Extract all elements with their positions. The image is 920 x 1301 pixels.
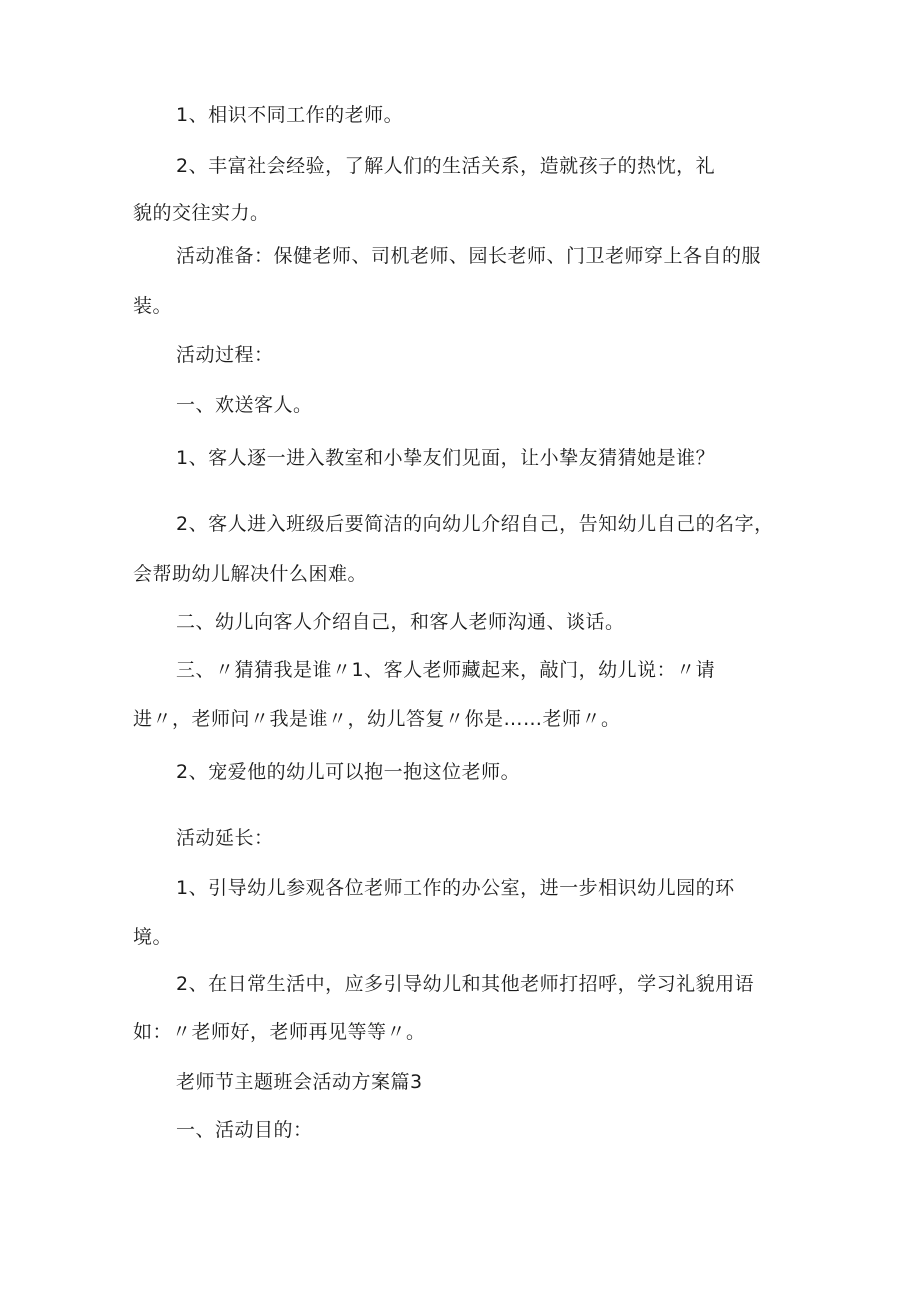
extension-item-2-line-2: 如：〃老师好，老师再见等等〃。 xyxy=(133,1021,426,1043)
activity-goal-heading: 一、活动目的： xyxy=(176,1119,313,1141)
process-item-2-line-2: 会帮助幼儿解决什么困难。 xyxy=(133,563,368,585)
section-three-line-1: 三、〃猜猜我是谁〃1、客人老师藏起来，敲门，幼儿说：〃请 xyxy=(176,659,716,681)
section-three-line-2: 进〃，老师问〃我是谁〃，幼儿答复〃你是……老师〃。 xyxy=(133,708,621,730)
extension-item-1-line-2: 境。 xyxy=(133,926,173,948)
extension-item-2-line-1: 2、在日常生活中，应多引导幼儿和其他老师打招呼，学习礼貌用语 xyxy=(176,973,755,995)
goal-item-2-line-2: 貌的交往实力。 xyxy=(133,202,270,224)
goal-item-1: 1、相识不同工作的老师。 xyxy=(176,104,404,126)
section-two-heading: 二、幼儿向客人介绍自己，和客人老师沟通、谈话。 xyxy=(176,611,625,633)
section-one-heading: 一、欢送客人。 xyxy=(176,394,313,416)
activity-extension-heading: 活动延长： xyxy=(176,827,274,849)
chapter-title: 老师节主题班会活动方案篇3 xyxy=(176,1071,423,1093)
process-item-1: 1、客人逐一进入教室和小挚友们见面，让小挚友猜猜她是谁？ xyxy=(176,447,716,469)
process-item-2-line-1: 2、客人进入班级后要简洁的向幼儿介绍自己，告知幼儿自己的名字， xyxy=(176,513,774,535)
goal-item-2-line-1: 2、丰富社会经验，了解人们的生活关系，造就孩子的热忱，礼 xyxy=(176,155,716,177)
section-three-item-2: 2、宠爱他的幼儿可以抱一抱这位老师。 xyxy=(176,761,521,783)
activity-prep-line-2: 装。 xyxy=(133,295,173,317)
activity-prep-line-1: 活动准备：保健老师、司机老师、园长老师、门卫老师穿上各自的服 xyxy=(176,245,762,267)
extension-item-1-line-1: 1、引导幼儿参观各位老师工作的办公室，进一步相识幼儿园的环 xyxy=(176,877,735,899)
activity-process-heading: 活动过程： xyxy=(176,344,274,366)
